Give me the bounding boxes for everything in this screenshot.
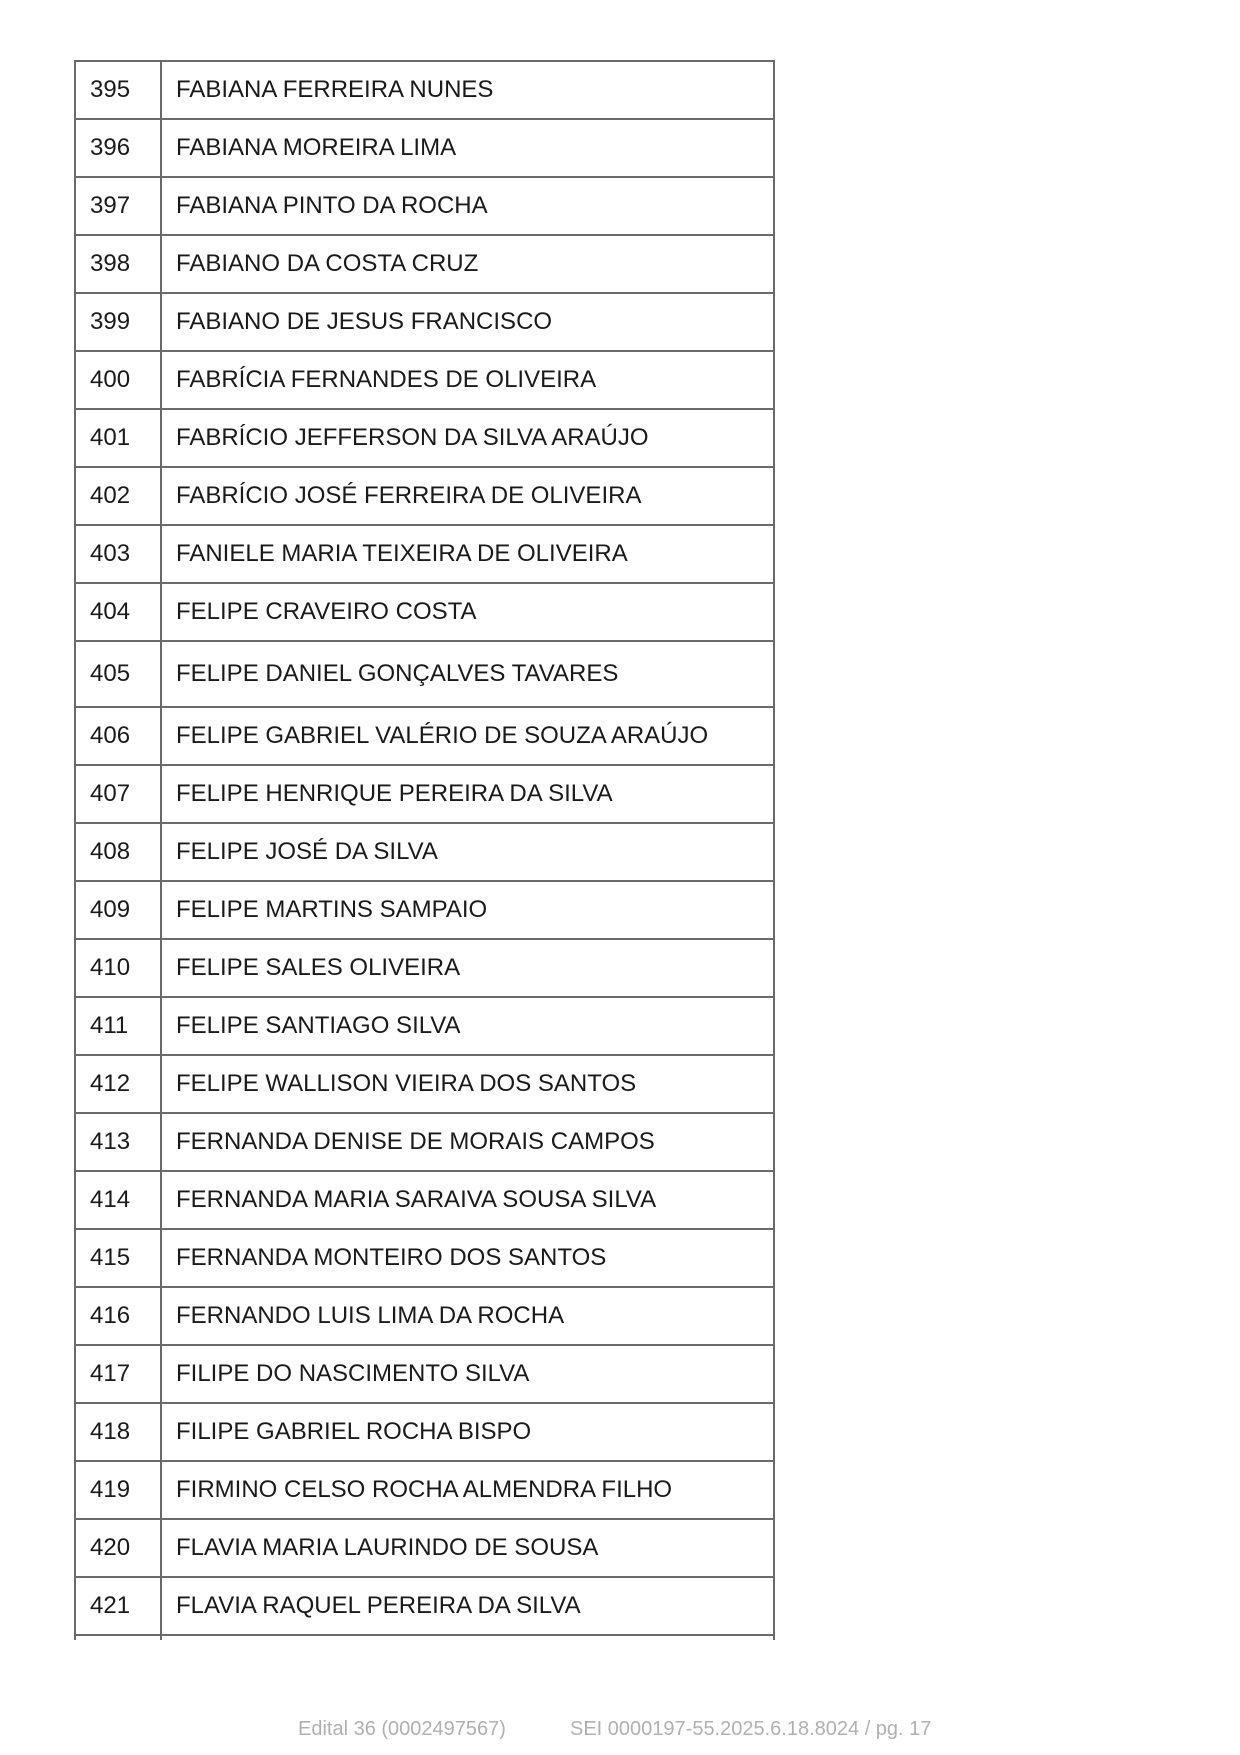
table-row — [75, 1577, 774, 1635]
row-number: 421 — [75, 1577, 161, 1635]
row-name: FABIANA FERREIRA NUNES — [161, 61, 774, 119]
row-number: 401 — [75, 409, 161, 467]
row-name: FILIPE GABRIEL ROCHA BISPO — [161, 1403, 774, 1461]
table-row — [75, 525, 774, 583]
row-number: 415 — [75, 1229, 161, 1287]
row-number: 399 — [75, 293, 161, 351]
row-number: 400 — [75, 351, 161, 409]
table-row — [75, 1403, 774, 1461]
table-row-continued — [75, 1635, 774, 1640]
row-number: 396 — [75, 119, 161, 177]
row-name: FERNANDO LUIS LIMA DA ROCHA — [161, 1287, 774, 1345]
table-row — [75, 61, 774, 119]
row-name: FELIPE HENRIQUE PEREIRA DA SILVA — [161, 765, 774, 823]
row-name: FELIPE JOSÉ DA SILVA — [161, 823, 774, 881]
row-name: FABRÍCIO JEFFERSON DA SILVA ARAÚJO — [161, 409, 774, 467]
row-number: 416 — [75, 1287, 161, 1345]
row-number: 402 — [75, 467, 161, 525]
table-row — [75, 409, 774, 467]
row-number: 417 — [75, 1345, 161, 1403]
row-number: 418 — [75, 1403, 161, 1461]
row-name: FELIPE WALLISON VIEIRA DOS SANTOS — [161, 1055, 774, 1113]
row-name: FELIPE DANIEL GONÇALVES TAVARES — [161, 641, 774, 707]
row-name: FABIANA PINTO DA ROCHA — [161, 177, 774, 235]
table-row — [75, 707, 774, 765]
table-row — [75, 823, 774, 881]
row-number: 398 — [75, 235, 161, 293]
row-name: FELIPE CRAVEIRO COSTA — [161, 583, 774, 641]
row-name: FABIANO DE JESUS FRANCISCO — [161, 293, 774, 351]
row-name: FABRÍCIO JOSÉ FERREIRA DE OLIVEIRA — [161, 467, 774, 525]
row-number: 420 — [75, 1519, 161, 1577]
table-row — [75, 1519, 774, 1577]
row-number: 409 — [75, 881, 161, 939]
table-row — [75, 881, 774, 939]
row-name: FLAVIA MARIA LAURINDO DE SOUSA — [161, 1519, 774, 1577]
table-row — [75, 997, 774, 1055]
table-row — [75, 293, 774, 351]
table-row — [75, 583, 774, 641]
row-number: 395 — [75, 61, 161, 119]
row-name: FELIPE SANTIAGO SILVA — [161, 997, 774, 1055]
table-row — [75, 235, 774, 293]
table-row — [75, 765, 774, 823]
row-name: FABRÍCIA FERNANDES DE OLIVEIRA — [161, 351, 774, 409]
table-row — [75, 119, 774, 177]
footer-document-id: Edital 36 (0002497567) — [298, 1718, 506, 1740]
row-number: 397 — [75, 177, 161, 235]
row-number: 411 — [75, 997, 161, 1055]
row-name: FILIPE DO NASCIMENTO SILVA — [161, 1345, 774, 1403]
row-number: 413 — [75, 1113, 161, 1171]
table-row — [75, 1229, 774, 1287]
footer-sei-page: SEI 0000197-55.2025.6.18.8024 / pg. 17 — [570, 1718, 932, 1740]
row-number: 412 — [75, 1055, 161, 1113]
table-row — [75, 1055, 774, 1113]
row-name: FELIPE MARTINS SAMPAIO — [161, 881, 774, 939]
row-name: FANIELE MARIA TEIXEIRA DE OLIVEIRA — [161, 525, 774, 583]
row-number: 404 — [75, 583, 161, 641]
table-row — [75, 1461, 774, 1519]
row-name: FERNANDA MARIA SARAIVA SOUSA SILVA — [161, 1171, 774, 1229]
row-name: FABIANO DA COSTA CRUZ — [161, 235, 774, 293]
table-row — [75, 467, 774, 525]
row-number: 403 — [75, 525, 161, 583]
table-row — [75, 939, 774, 997]
table-row — [75, 1287, 774, 1345]
names-table — [74, 60, 775, 1640]
row-number: 405 — [75, 641, 161, 707]
table-row — [75, 1345, 774, 1403]
row-name: FABIANA MOREIRA LIMA — [161, 119, 774, 177]
table-row — [75, 177, 774, 235]
table-row — [75, 1171, 774, 1229]
row-number: 407 — [75, 765, 161, 823]
row-name: FLAVIA RAQUEL PEREIRA DA SILVA — [161, 1577, 774, 1635]
row-name: FIRMINO CELSO ROCHA ALMENDRA FILHO — [161, 1461, 774, 1519]
row-name-continued — [161, 1635, 774, 1640]
table-row — [75, 351, 774, 409]
names-table-body — [75, 61, 774, 1640]
row-number-continued — [75, 1635, 161, 1640]
table-row — [75, 1113, 774, 1171]
table-row — [75, 641, 774, 707]
row-name: FELIPE GABRIEL VALÉRIO DE SOUZA ARAÚJO — [161, 707, 774, 765]
row-number: 410 — [75, 939, 161, 997]
row-number: 414 — [75, 1171, 161, 1229]
row-name: FELIPE SALES OLIVEIRA — [161, 939, 774, 997]
row-name: FERNANDA MONTEIRO DOS SANTOS — [161, 1229, 774, 1287]
row-name: FERNANDA DENISE DE MORAIS CAMPOS — [161, 1113, 774, 1171]
row-number: 419 — [75, 1461, 161, 1519]
row-number: 406 — [75, 707, 161, 765]
row-number: 408 — [75, 823, 161, 881]
